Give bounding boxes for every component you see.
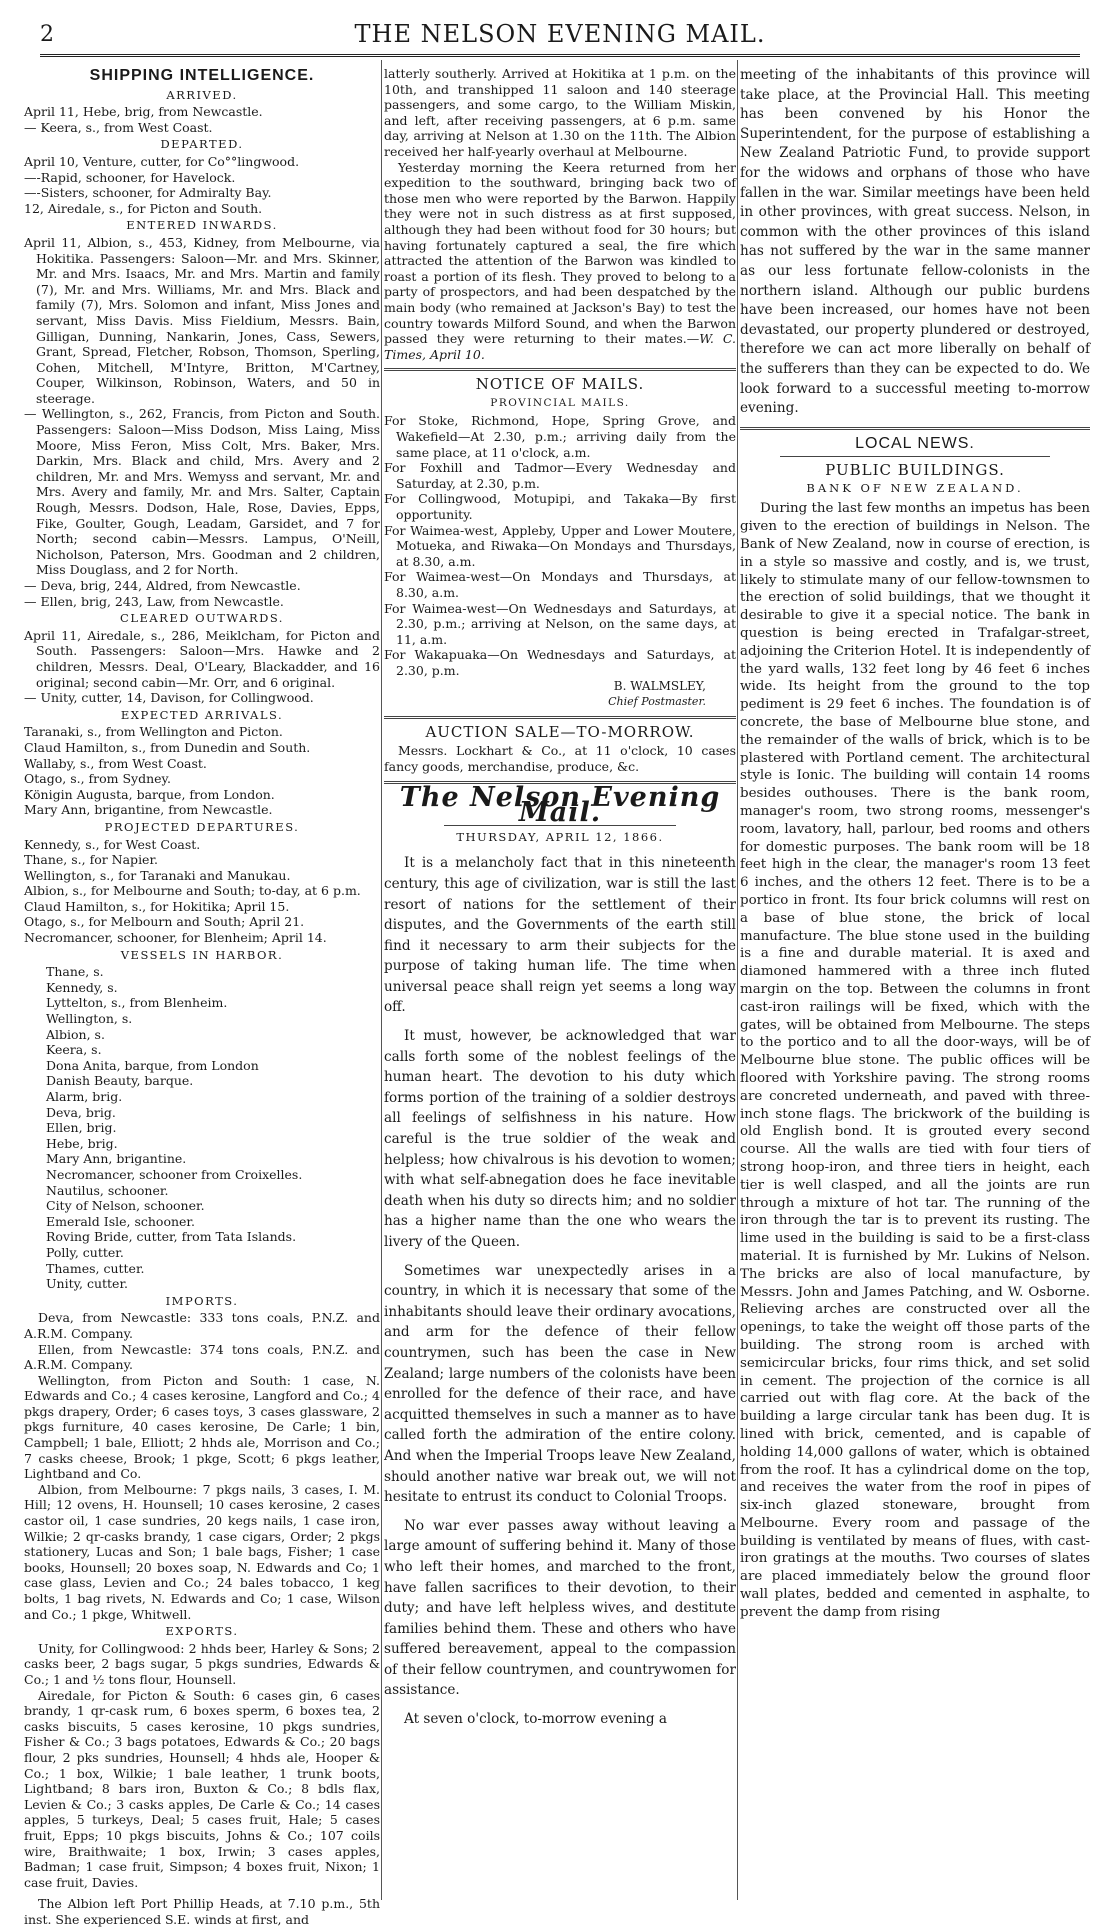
- cleared-entry: April 11, Airedale, s., 286, Meiklcham, for Picton and South. Passengers: Saloon—Mrs. Hawke and 2 children, Messrs. Deal, O'Leary, Blackadder, and 16 original; second cabin—Mr. Orr, and 6 original.: [24, 627, 380, 690]
- vessel-entry: Deva, brig.: [46, 1104, 116, 1120]
- departed-entry-list: [24, 154, 380, 216]
- arrived-entry-list: [24, 104, 380, 135]
- postmaster-name: B. WALMSLEY,: [613, 678, 706, 693]
- entered-entry: — Deva, brig, 244, Aldred, from Newcastle.: [24, 578, 301, 593]
- export-entry-list: [24, 1641, 380, 1891]
- editorial-paragraph: No war ever passes away without leaving a large amount of suffering behind it. Many of those who left their homes, and marched to the front, have fallen sacrifices to their devotion, to their duty; and have left helpless wives, and destitute families behind them. These and others who have suffered bereavement, appeal to the compassion of their fellow countrymen, and countrywomen for assistance.: [384, 1517, 736, 1699]
- arrived-heading: ARRIVED.: [166, 87, 238, 102]
- column-shipping: [24, 66, 380, 1927]
- albion-report-start: The Albion left Port Phillip Heads, at 7.10 p.m., 5th inst. She experienced S.E. winds at first, and: [24, 1896, 380, 1927]
- vessel-entry: Lyttelton, s., from Blenheim.: [46, 995, 228, 1011]
- vessel-entry: Kennedy, s.: [46, 979, 118, 995]
- export-entry: Unity, for Collingwood: 2 hhds beer, Harley & Sons; 2 casks beer, 2 bags sugar, 5 pkgs sundries, Edwards & Co.; 1 and ½ tons flour, Hounsell.: [24, 1640, 380, 1687]
- entered-entry-list: [24, 235, 380, 609]
- expected-entry: Taranaki, s., from Wellington and Picton.: [24, 724, 283, 740]
- import-entry: Deva, from Newcastle: 333 tons coals, P.N.Z. and A.R.M. Company.: [24, 1310, 380, 1341]
- vessel-entry: Polly, cutter.: [46, 1244, 124, 1260]
- meeting-paragraph: meeting of the inhabitants of this province will take place, at the Provincial Hall. This meeting has been convened by his Honor the Superintendent, for the purpose of establishing a New Zealand Patriotic Fund, to provide support for the widows and orphans of those who have fallen in the war. Similar meetings have been held in other provinces, with great success. Nelson, in common with the other provinces of this island has not suffered by the war in the same manner as our less fortunate fellow-colonists in the northern island. Although our public burdens have been increased, our homes have not been devastated, our property plundered or destroyed, therefore we can act more liberally on behalf of the sufferers than they can be expected to do. We look forward to a successful meeting to-morrow evening.: [740, 67, 1090, 417]
- projected-heading: PROJECTED DEPARTURES.: [104, 819, 300, 834]
- departed-heading: DEPARTED.: [160, 137, 244, 152]
- projected-entry: Necromancer, schooner, for Blenheim; April 14.: [24, 930, 327, 946]
- vessel-entry: Dona Anita, barque, from London: [46, 1057, 259, 1073]
- vessel-entry: Alarm, brig.: [46, 1089, 123, 1104]
- mails-subheading: PROVINCIAL MAILS.: [490, 396, 630, 409]
- departed-entry: —-Rapid, schooner, for Havelock.: [24, 169, 236, 185]
- mail-entry: For Waimea-west—On Wednesdays and Saturdays, at 2.30, p.m.; arriving at Nelson, on the same days, at 11, a.m.: [384, 600, 736, 647]
- departed-entry: April 10, Venture, cutter, for Co°°lingwood.: [24, 153, 300, 169]
- local-news-heading: LOCAL NEWS.: [855, 434, 975, 452]
- vessel-entry-list: [24, 964, 380, 1291]
- mail-entry: For Wakapuaka—On Wednesdays and Saturdays, at 2.30, p.m.: [384, 647, 736, 678]
- column-middle: [384, 66, 736, 1738]
- vessel-entry: Thames, cutter.: [46, 1260, 145, 1276]
- expected-heading: EXPECTED ARRIVALS.: [120, 707, 284, 722]
- exports-heading: EXPORTS.: [165, 1624, 239, 1639]
- divider: [780, 456, 1050, 457]
- albion-report-cont: latterly southerly. Arrived at Hokitika at 1 p.m. on the 10th, and transhipped 11 saloon and 140 steerage passengers, and some cargo, to the William Miskin, and left, after receiving passengers, at 6 p.m. same day, arriving at Nelson at 1.30 on the 11th. The Albion received her half-yearly overhaul at Melbourne.: [384, 66, 736, 159]
- import-entry: Wellington, from Picton and South: 1 case, N. Edwards and Co.; 4 cases kerosine, Langford and Co.; 4 pkgs drapery, Order; 6 cases toys, 3 cases glassware, 2 pkgs furniture, 40 cases kerosine, De Carle; 1 bin, Campbell; 1 bale, Elliott; 2 hhds ale, Morrison and Co.; 7 casks cheese, Brook; 1 pkge, Scott; 6 pkgs leather, Lightband and Co.: [24, 1372, 380, 1482]
- masthead: [40, 18, 1080, 52]
- projected-entry: Kennedy, s., for West Coast.: [24, 836, 201, 852]
- import-entry: Ellen, from Newcastle: 374 tons coals, P.N.Z. and A.R.M. Company.: [24, 1341, 380, 1373]
- editorial-date: THURSDAY, APRIL 12, 1866.: [456, 829, 664, 844]
- vessel-entry: Albion, s.: [46, 1026, 105, 1042]
- keera-report: [384, 160, 736, 363]
- expected-entry: Claud Hamilton, s., from Dunedin and South.: [24, 739, 311, 755]
- editorial-paragraph-list: [384, 853, 736, 1729]
- vessel-entry: Wellington, s.: [46, 1011, 133, 1027]
- projected-entry-list: [24, 837, 380, 946]
- arrived-entry: — Keera, s., from West Coast.: [24, 119, 213, 135]
- divider: [384, 716, 736, 719]
- editorial-paragraph: It must, however, be acknowledged that war calls forth some of the noblest feelings of the human heart. The devotion to his duty which forms portion of the training of a soldier destroys all feelings of selfishness in his nature. How careful is the true soldier of the weak and helpless; how chivalrous is his devotion to women; with what self-abnegation does he face inevitable death when his duty so directs him; and no soldier has a higher name than the one who wears the livery of the Queen.: [384, 1028, 736, 1250]
- projected-entry: Claud Hamilton, s., for Hokitika; April 15.: [24, 898, 290, 914]
- expected-entry: Königin Augusta, barque, from London.: [24, 786, 275, 802]
- bank-article: During the last few months an impetus has been given to the erection of buildings in Nelson. The Bank of New Zealand, now in course of erection, is in a style so massive and costly, and is, we trust, likely to stimulate many of our fellow-townsmen to the erection of solid buildings, that we thought it desirable to give it a special notice. The bank in question is being erected in Trafalgar-street, adjoining the Criterion Hotel. It is independently of the yard walls, 132 feet long by 46 feet 6 inches wide. Its height from the ground to the top pediment is 29 feet 6 inches. The foundation is of concrete, the base of Melbourne blue stone, and the remainder of the walls of brick, which is to be plastered with Portland cement. The architectural style is Ionic. The building will contain 14 rooms besides outhouses. There is the bank room, manager's room, two strong rooms, messenger's room, lavatory, hall, parlour, bed rooms and others for domestic purposes. The bank room will be 18 feet high in the clear, the manager's room 13 feet 6 inches, and the others 12 feet. There is to be a portico in front. Its four brick columns will rest on a base of blue stone, the brick of local manufacture. The blue stone used in the building is a fine and durable material. It is axed and diamoned hammered with a three inch fluted margin on the top. Between the columns in front cast-iron railings will be fixed, which with the gates, will be obtained from Melbourne. The steps to the portico and to all the door-ways, will be of Melbourne blue stone. The public offices will be floored with Yorkshire paving. The strong rooms are concreted underneath, and paved with three-inch stone flags. The brickwork of the building is old English bond. It is grouted every second course. All the walls are tied with four tiers of strong hoop-iron, and three tiers in height, each tier is well clasped, and all the joints are run through a mixture of hot tar. The running of the iron through the tar is to prevent its rusting. The lime used in the building is said to be a first-class material. It is furnished by Mr. Lukins of Nelson. The bricks are also of local manufacture, by Messrs. John and James Patching, and W. Osborne. Relieving arches are constructed over all the openings, to take the weight off those parts of the building. The strong room is arched with semicircular bricks, four rims thick, and set solid in cement. The projection of the cornice is all carried out with flag core. At the back of the building a large circular tank has been dug. It is lined with brick, cemented, and is capable of holding 14,000 gallons of water, which is obtained from the roof. It has a cylindrical dome on the top, and receives the water from the roof in pipes of six-inch glazed stoneware, brought from Melbourne. Every room and passage of the building is ventilated by means of flues, with cast-iron gratings at the mouths. Two courses of slates are placed immediately below the ground floor wall plates, bedded and cemented in asphalte, to prevent the damp from rising: [740, 501, 1090, 1620]
- import-entry: Albion, from Melbourne: 7 pkgs nails, 3 cases, I. M. Hill; 12 ovens, H. Hounsell; 10 cases kerosine, 2 cases castor oil, 1 case sundries, 20 kegs nails, 1 case iron, Wilkie; 2 qr-casks brandy, 1 case cigars, Order; 2 pkgs stationery, Lucas and Son; 1 bale bags, Fisher; 1 case books, Hounsell; 20 boxes soap, N. Edwards and Co; 1 case glass, Levien and Co.; 24 bales tobacco, 1 keg bolts, 1 bag rivets, N. Edwards and Co; 1 case, Wilson and Co.; 1 pkge, Whitwell.: [24, 1481, 380, 1622]
- mail-entry: For Collingwood, Motupipi, and Takaka—By first opportunity.: [384, 491, 736, 523]
- auction-text: Messrs. Lockhart & Co., at 11 o'clock, 10 cases fancy goods, merchandise, produce, &c.: [384, 743, 736, 774]
- vessel-entry: Ellen, brig.: [46, 1120, 117, 1136]
- entered-entry: April 11, Albion, s., 453, Kidney, from Melbourne, via Hokitika. Passengers: Saloon—Mr. and Mrs. Skinner, Mr. and Mrs. Isaacs, Mr. and Mrs. Martin and family (7), Mr. and Mrs. Williams, Mr. and Mrs. Black and family (7), Mrs. Solomon and infant, Miss Jones and servant, Miss Davis. Miss Fieldium, Messrs. Bain, Gilligan, Dunning, Nankarin, Jones, Cass, Sewers, Grant, Spread, Fletcher, Robson, Thomson, Sperling, Cohen, Mitchell, M'Intyre, Britton, M'Cartney, Couper, Wilkinson, Robinson, Waters, and 50 in steerage.: [24, 234, 380, 406]
- shipping-heading: SHIPPING INTELLIGENCE.: [89, 67, 315, 84]
- mail-entry: For Stoke, Richmond, Hope, Spring Grove, and Wakefield—At 2.30, p.m.; arriving daily from the same place, at 11 o'clock, a.m.: [384, 413, 736, 460]
- arrived-entry: April 11, Hebe, brig, from Newcastle.: [24, 104, 263, 120]
- mail-entry: For Waimea-west—On Mondays and Thursdays, at 8.30, a.m.: [384, 569, 736, 600]
- import-entry-list: [24, 1310, 380, 1622]
- cleared-entry-list: [24, 628, 380, 706]
- cleared-heading: CLEARED OUTWARDS.: [120, 611, 284, 626]
- expected-entry: Mary Ann, brigantine, from Newcastle.: [24, 802, 273, 818]
- projected-entry: Otago, s., for Melbourn and South; April 21.: [24, 914, 305, 930]
- vessels-heading: VESSELS IN HARBOR.: [120, 947, 284, 962]
- vessel-entry: Emerald Isle, schooner.: [46, 1213, 196, 1229]
- public-buildings-heading: PUBLIC BUILDINGS.: [825, 461, 1005, 480]
- expected-entry-list: [24, 724, 380, 818]
- newspaper-title: THE NELSON EVENING MAIL.: [354, 20, 766, 48]
- export-entry: Airedale, for Picton & South: 6 cases gin, 6 cases brandy, 1 qr-cask rum, 6 boxes sperm, 6 boxes tea, 2 casks biscuits, 5 cases kerosine, 10 pkgs sundries, Fisher & Co.; 3 bags potatoes, Edwards & Co.; 20 bags flour, 2 pks sundries, Hounsell; 4 hhds ale, Hooper & Co.; 1 box, Wilkie; 1 bale leather, 1 trunk boots, Lightband; 8 bars iron, Buxton & Co.; 8 bdls flax, Levien & Co.; 3 casks apples, De Carle & Co.; 14 cases apples, 5 turkeys, Deal; 5 cases fruit, Hale; 5 cases fruit, Epps; 10 pkgs biscuits, Johns & Co.; 107 coils wire, Braithwaite; 1 box, Irwin; 3 cases apples, Badman; 1 case fruit, Simpson; 4 boxes fruit, Nixon; 1 case fruit, Davies.: [24, 1687, 380, 1890]
- vessel-entry: Keera, s.: [46, 1042, 102, 1058]
- vessel-entry: Danish Beauty, barque.: [46, 1073, 194, 1089]
- bank-heading: BANK OF NEW ZEALAND.: [806, 480, 1024, 495]
- editorial-paragraph: Sometimes war unexpectedly arises in a country, in which it is necessary that some of the inhabitants should leave their ordinary avocations, and arm for the defence of their fellow countrymen, such has been the case in New Zealand; large numbers of the colonists have been enrolled for the defence of their race, and have acquitted themselves in such a manner as to have called forth the admiration of the entire colony. And when the Imperial Troops leave New Zealand, should another native war break out, we will not hesitate to entrust its conduct to Colonial Troops.: [384, 1262, 736, 1506]
- divider: [740, 427, 1090, 430]
- editorial-paragraph: It is a melancholy fact that in this nineteenth century, this age of civilization, war is still the last resort of nations for the settlement of their disputes, and the Governments of the earth still find it necessary to arm their subjects for the purpose of taking human life. The time when universal peace shall reign yet seems a long way off.: [384, 855, 736, 1016]
- editorial-banner: The Nelson Evening Mail.: [399, 781, 721, 829]
- departed-entry: 12, Airedale, s., for Picton and South.: [24, 200, 263, 216]
- vessel-entry: Necromancer, schooner from Croixelles.: [46, 1166, 303, 1182]
- vessel-entry: Thane, s.: [46, 964, 104, 980]
- postmaster-title: Chief Postmaster.: [608, 695, 706, 709]
- vessel-entry: Mary Ann, brigantine.: [46, 1151, 187, 1167]
- keera-source: —W. C. Times, April 10.: [384, 331, 737, 362]
- mail-entry-list: [384, 413, 736, 678]
- column-divider: [381, 60, 382, 1900]
- divider: [384, 368, 736, 371]
- projected-entry: Wellington, s., for Taranaki and Manukau.: [24, 867, 291, 883]
- vessel-entry: Roving Bride, cutter, from Tata Islands.: [46, 1229, 297, 1245]
- masthead-rule: [40, 54, 1080, 57]
- mails-heading: NOTICE OF MAILS.: [475, 375, 645, 394]
- expected-entry: Otago, s., from Sydney.: [24, 771, 171, 787]
- keera-text: Yesterday morning the Keera returned from her expedition to the southward, bringing back two of those men who were reported by the Barwon. Happily they were not in such distress as at first supposed, although they had been without food for 30 hours; but having fortunately captured a seal, the fire which attracted the attention of the Barwon was kindled to roast a portion of its flesh. They proved to belong to a party of prospectors, and had been despatched by the main body (who remained at Jackson's Bay) to test the country towards Milford Sound, and when the Barwon passed they were returning to their mates.: [384, 159, 736, 347]
- auction-heading: AUCTION SALE—TO-MORROW.: [425, 722, 695, 741]
- imports-heading: IMPORTS.: [165, 1293, 239, 1308]
- column-right: [740, 66, 1090, 1622]
- entered-entry: — Wellington, s., 262, Francis, from Picton and South. Passengers: Saloon—Miss Dodson, Miss Laing, Miss Moore, Miss Feron, Miss Colt, Mrs. Baker, Mrs. Darkin, Mrs. Black and child, Mrs. Avery and 2 children, Mr. and Mrs. Wemyss and servant, Mr. and Mrs. Avery and family, Mr. and Mrs. Salter, Captain Rough, Messrs. Dodson, Hale, Rose, Davies, Epps, Fike, Goulter, Gough, Leadam, Garsidet, and 7 for North; second cabin—Messrs. Lampus, O'Neill, Nicholson, Paterson, Mrs. Goodman and 2 children, Miss Douglass, and 2 for North.: [24, 406, 380, 578]
- cleared-entry: — Unity, cutter, 14, Davison, for Collingwood.: [24, 690, 314, 706]
- entered-entry: — Ellen, brig, 243, Law, from Newcastle.: [24, 593, 284, 609]
- mail-entry: For Foxhill and Tadmor—Every Wednesday and Saturday, at 2.30, p.m.: [384, 460, 736, 491]
- departed-entry: —-Sisters, schooner, for Admiralty Bay.: [24, 185, 272, 201]
- editorial-paragraph: At seven o'clock, to-morrow evening a: [404, 1711, 667, 1728]
- vessel-entry: Unity, cutter.: [46, 1276, 129, 1292]
- expected-entry: Wallaby, s., from West Coast.: [24, 755, 207, 771]
- vessel-entry: City of Nelson, schooner.: [46, 1198, 205, 1214]
- projected-entry: Thane, s., for Napier.: [24, 852, 159, 868]
- mail-entry: For Waimea-west, Appleby, Upper and Lower Moutere, Motueka, and Riwaka—On Mondays and Thursdays, at 8.30, a.m.: [384, 522, 736, 569]
- projected-entry: Albion, s., for Melbourne and South; to-day, at 6 p.m.: [24, 883, 361, 899]
- page-number: 2: [40, 22, 54, 47]
- column-divider: [737, 60, 738, 1900]
- entered-heading: ENTERED INWARDS.: [126, 218, 278, 233]
- vessel-entry: Hebe, brig.: [46, 1135, 118, 1151]
- vessel-entry: Nautilus, schooner.: [46, 1182, 169, 1198]
